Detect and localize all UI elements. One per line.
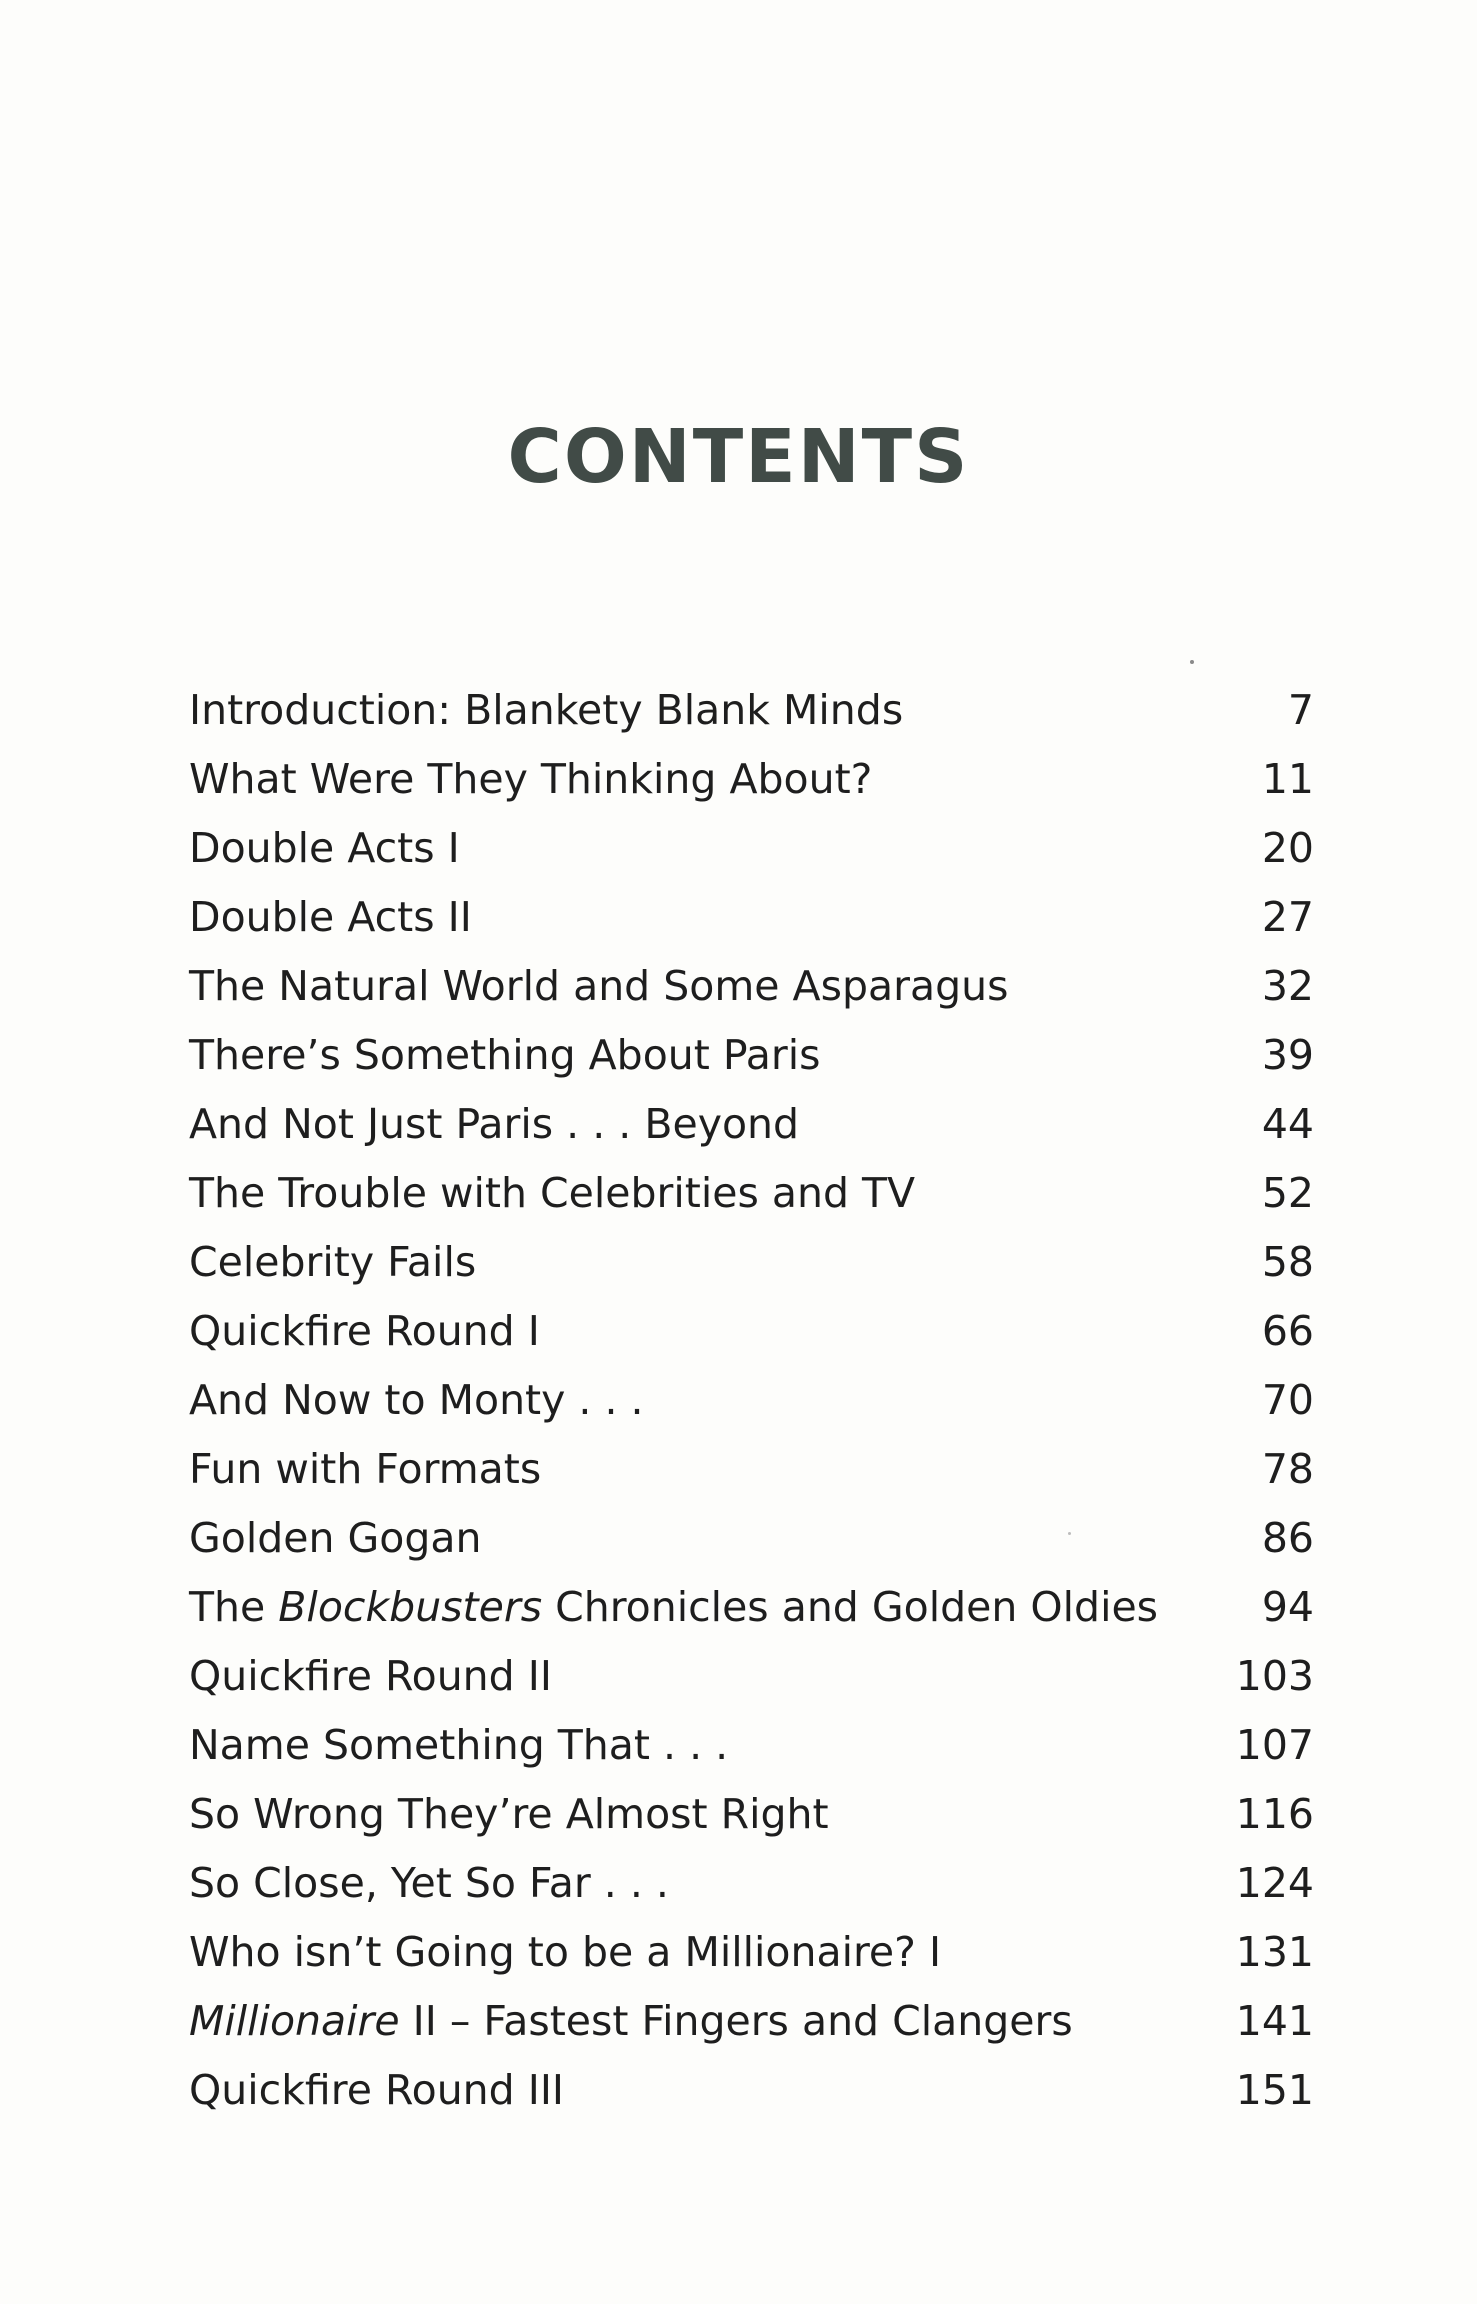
toc-entry-page: 11 — [1261, 755, 1314, 803]
toc-entry-title: The Natural World and Some Asparagus — [189, 962, 1009, 1010]
toc-entry — [189, 1435, 1314, 1504]
toc-entry-page: 94 — [1261, 1583, 1314, 1631]
toc-entry-page: 116 — [1235, 1790, 1314, 1838]
toc-entry-title: What Were They Thinking About? — [189, 755, 873, 803]
toc-entry-title: Name Something That . . . — [189, 1721, 729, 1769]
toc-entry-page: 58 — [1261, 1238, 1314, 1286]
toc-entry — [189, 1918, 1314, 1987]
toc-entry — [189, 814, 1314, 883]
toc-entry-page: 124 — [1235, 1859, 1314, 1907]
toc-entry-title: So Wrong They’re Almost Right — [189, 1790, 829, 1838]
toc-entry-page: 52 — [1261, 1169, 1314, 1217]
toc-entry-title: Who isn’t Going to be a Millionaire? I — [189, 1928, 942, 1976]
toc-entry — [189, 676, 1314, 745]
toc-entry-title: Double Acts I — [189, 824, 460, 872]
toc-entry-title: Millionaire II – Fastest Fingers and Clangers — [189, 1997, 1073, 2045]
toc-entry-title: Double Acts II — [189, 893, 472, 941]
toc-entry-page: 151 — [1235, 2066, 1314, 2114]
toc-entry-page: 141 — [1235, 1997, 1314, 2045]
toc-entry — [189, 1573, 1314, 1642]
toc-entry — [189, 1849, 1314, 1918]
toc-entry — [189, 2056, 1314, 2125]
toc-entry-page: 20 — [1261, 824, 1314, 872]
toc-entry — [189, 1297, 1314, 1366]
toc-entry — [189, 1228, 1314, 1297]
toc-entry-page: 66 — [1261, 1307, 1314, 1355]
toc-entry — [189, 952, 1314, 1021]
page-title: CONTENTS — [507, 414, 970, 500]
toc-entry-title: The Blockbusters Chronicles and Golden Oldies — [189, 1583, 1159, 1631]
toc-entry — [189, 883, 1314, 952]
toc-entry — [189, 1711, 1314, 1780]
toc-entry-title: There’s Something About Paris — [189, 1031, 821, 1079]
toc-entry — [189, 1504, 1314, 1573]
toc-entry-page: 32 — [1261, 962, 1314, 1010]
toc-entry-page: 78 — [1261, 1445, 1314, 1493]
toc-entry-title: Quickfire Round I — [189, 1307, 540, 1355]
toc-entry-title: And Now to Monty . . . — [189, 1376, 644, 1424]
toc-entry-title: Golden Gogan — [189, 1514, 482, 1562]
toc-entry-page: 107 — [1235, 1721, 1314, 1769]
toc-entry-title: Introduction: Blankety Blank Minds — [189, 686, 904, 734]
toc-entry-page: 27 — [1261, 893, 1314, 941]
toc-entry-page: 131 — [1235, 1928, 1314, 1976]
toc-entry — [189, 1780, 1314, 1849]
toc-entry — [189, 1366, 1314, 1435]
toc-entry-title: The Trouble with Celebrities and TV — [189, 1169, 916, 1217]
toc-entry — [189, 1021, 1314, 1090]
toc-entry — [189, 1159, 1314, 1228]
table-of-contents — [189, 676, 1314, 2125]
toc-entry — [189, 1987, 1314, 2056]
toc-entry-page: 86 — [1261, 1514, 1314, 1562]
scan-speck — [1190, 660, 1194, 664]
toc-entry — [189, 1642, 1314, 1711]
toc-entry-title: Fun with Formats — [189, 1445, 542, 1493]
toc-entry-page: 70 — [1261, 1376, 1314, 1424]
scan-speck — [1068, 1532, 1071, 1535]
toc-entry-title: Quickfire Round II — [189, 1652, 552, 1700]
toc-entry-title: Celebrity Fails — [189, 1238, 477, 1286]
toc-entry-page: 103 — [1235, 1652, 1314, 1700]
toc-entry-page: 44 — [1261, 1100, 1314, 1148]
toc-entry-page: 39 — [1261, 1031, 1314, 1079]
toc-entry-title: And Not Just Paris . . . Beyond — [189, 1100, 800, 1148]
toc-entry-page: 7 — [1287, 686, 1314, 734]
toc-entry-title: So Close, Yet So Far . . . — [189, 1859, 669, 1907]
toc-entry — [189, 745, 1314, 814]
toc-entry-title: Quickfire Round III — [189, 2066, 565, 2114]
toc-entry — [189, 1090, 1314, 1159]
